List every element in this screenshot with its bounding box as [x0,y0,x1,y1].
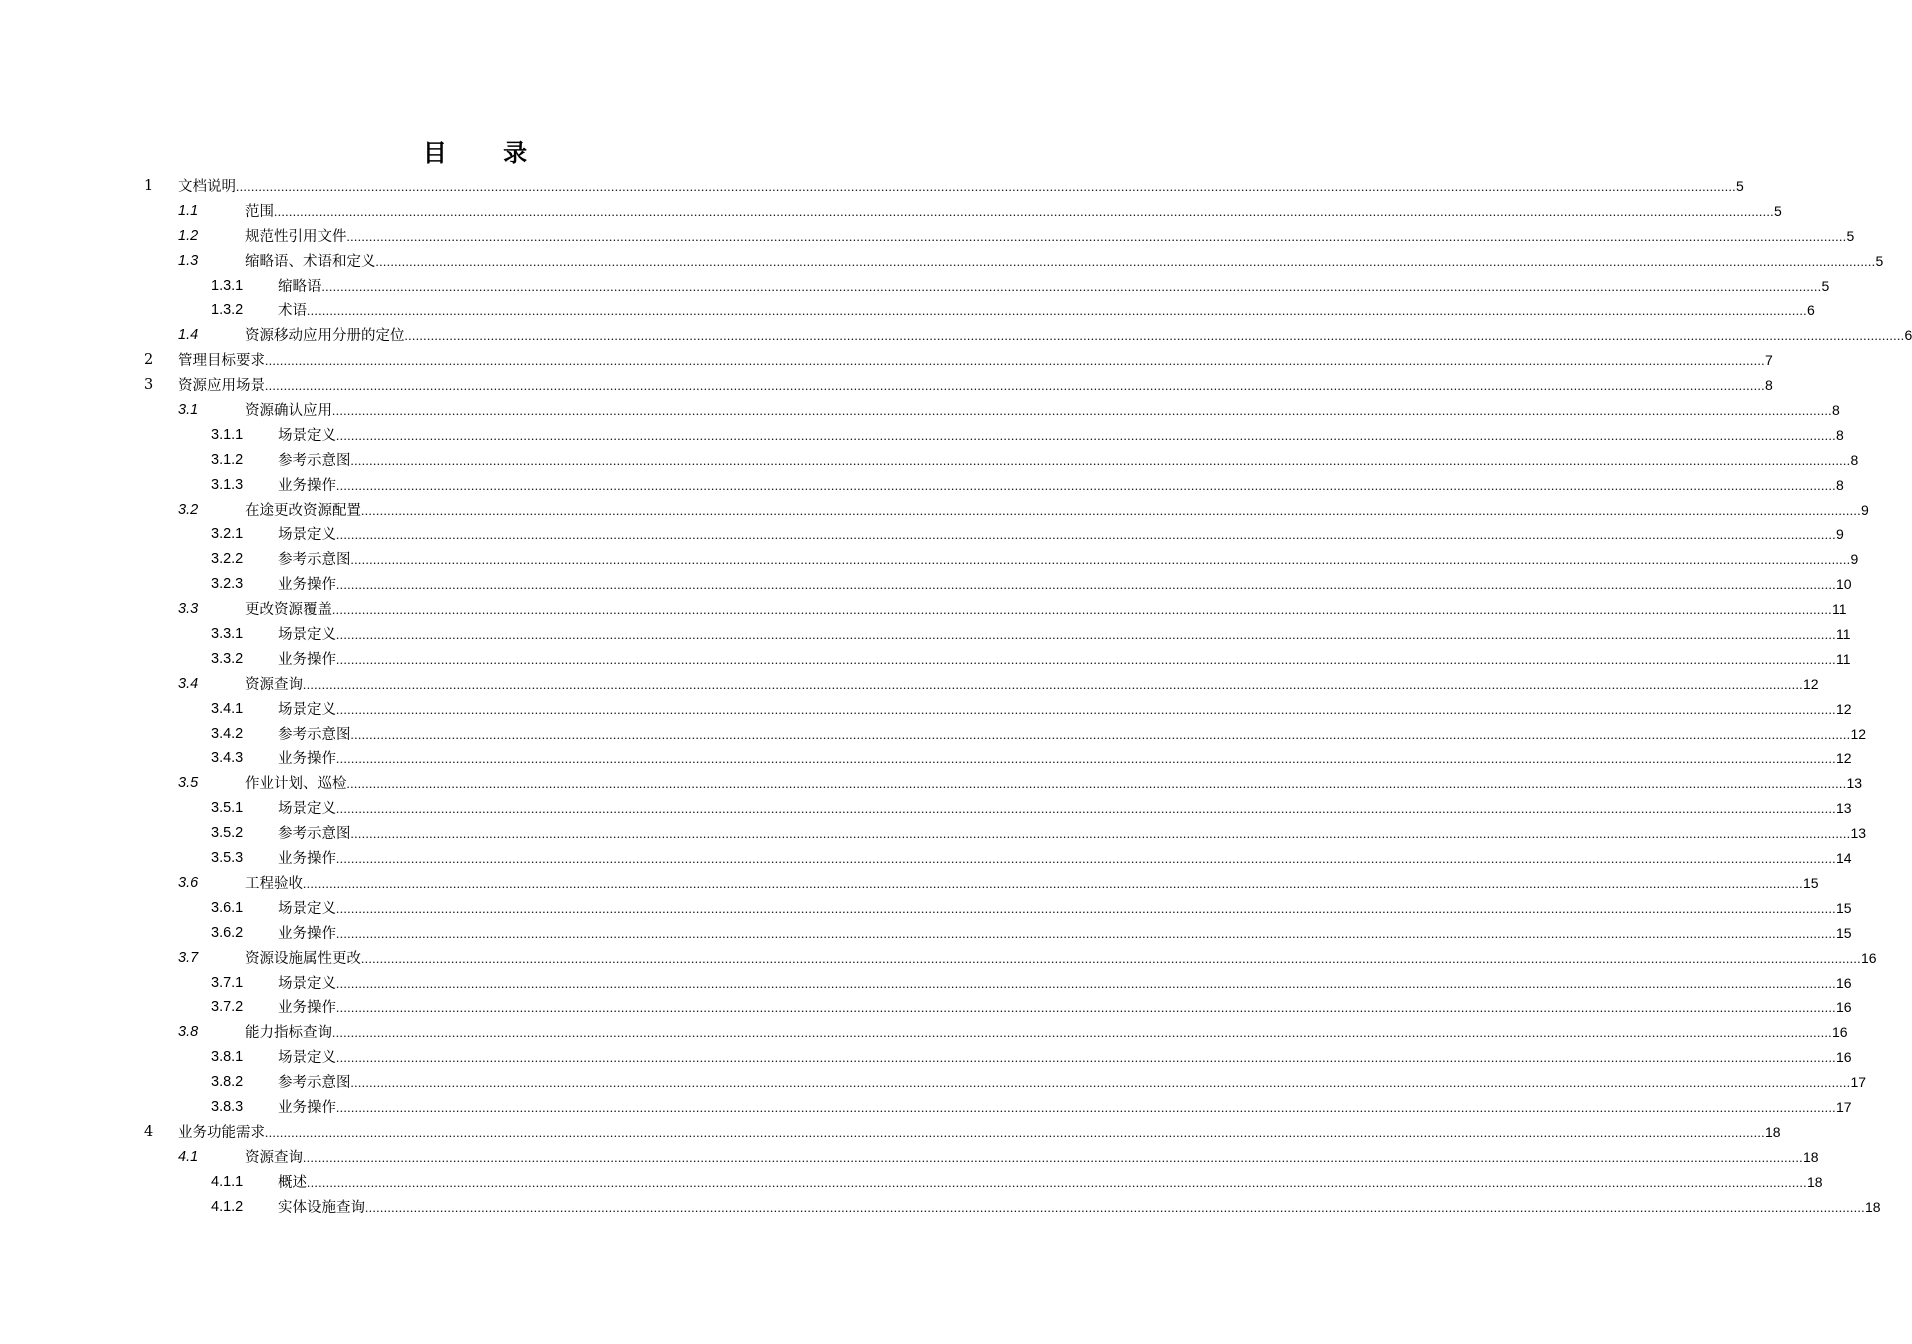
toc-page-number: 5 [1774,202,1782,219]
toc-dot-leader: ................................................................................................................................................................................................................................................................................................................................................................................................................ [303,676,1803,692]
toc-dot-leader: ................................................................................................................................................................................................................................................................................................................................................................................................................ [332,602,1832,618]
toc-entry-number: 3.8.3 [211,1098,244,1115]
toc-dot-leader: ................................................................................................................................................................................................................................................................................................................................................................................................................ [332,403,1832,419]
toc-page-number: 14 [1836,850,1852,867]
toc-entry-number: 3.4.3 [211,750,244,767]
toc-entry-link[interactable] [278,298,1815,324]
toc-entry-link[interactable] [278,697,1852,723]
toc-entry-number: 1 [144,178,154,194]
toc-page-number: 11 [1836,626,1851,643]
toc-entry-title: 能力指标查询 [245,1025,332,1042]
toc-dot-leader: ................................................................................................................................................................................................................................................................................................................................................................................................................ [336,701,1836,717]
toc-entry-3-4-1[interactable] [0,697,1852,722]
toc-entry-3-6[interactable] [0,871,1819,896]
toc-entry-number: 4 [144,1123,154,1140]
toc-entry-title: 参考示意图 [278,1075,351,1092]
toc-entry-number: 1.1 [178,202,199,219]
toc-entry-link[interactable] [245,672,1819,698]
toc-entry-number: 3.2.3 [211,576,244,593]
toc-dot-leader: ................................................................................................................................................................................................................................................................................................................................................................................................................ [336,851,1836,867]
toc-entry-link[interactable] [245,1020,1848,1046]
toc-entry-title: 业务操作 [278,751,336,768]
toc-entry-link[interactable] [178,373,1773,399]
toc-page-number: 16 [1832,1024,1848,1041]
toc-entry-title: 概述 [278,1174,307,1191]
toc-entry-3-6-1[interactable] [0,896,1852,921]
toc-entry-3-5-2[interactable] [0,821,1867,846]
toc-entry-title: 场景定义 [278,527,336,544]
toc-entry-3-2-3[interactable] [0,572,1852,597]
toc-page-number: 18 [1765,1123,1781,1140]
toc-entry-link[interactable] [278,274,1830,300]
toc-entry-2[interactable] [0,348,1773,373]
toc-entry-link[interactable] [278,1170,1823,1196]
toc-entry-number: 1.3.2 [211,302,244,319]
toc-entry-title: 场景定义 [278,427,336,444]
toc-entry-number: 3.6.1 [211,899,244,916]
toc-entry-title: 资源确认应用 [245,403,332,420]
toc-entry-link[interactable] [245,597,1847,623]
toc-entry-title: 作业计划、巡检 [245,776,347,793]
toc-entry-title: 缩略语 [278,278,322,295]
toc-entry-number: 4.1 [178,1148,199,1165]
toc-entry-number: 3.1.1 [211,426,244,443]
toc-entry-4-1-1[interactable] [0,1170,1823,1195]
toc-page-number: 6 [1904,327,1912,344]
toc-entry-link[interactable] [278,423,1844,449]
toc-entry-title: 场景定义 [278,701,336,718]
toc-entry-title: 管理目标要求 [178,353,265,370]
toc-entry-3-3[interactable] [0,597,1847,622]
toc-page-number: 18 [1807,1173,1823,1190]
toc-entry-title: 业务操作 [278,577,336,594]
toc-dot-leader: ................................................................................................................................................................................................................................................................................................................................................................................................................ [365,1199,1865,1215]
toc-title: 目 录 [422,138,552,167]
toc-entry-title: 场景定义 [278,900,336,917]
toc-dot-leader: ................................................................................................................................................................................................................................................................................................................................................................................................................ [361,950,1861,966]
toc-page-number: 11 [1836,650,1851,667]
toc-page-number: 12 [1850,725,1867,742]
toc-page-number: 13 [1850,825,1867,842]
toc-entry-1-4[interactable] [0,323,1912,348]
toc-entry-number: 4.1.2 [211,1198,244,1215]
toc-entry-3-5-1[interactable] [0,796,1852,821]
toc-entry-3-5[interactable] [0,771,1863,796]
toc-page-number: 5 [1821,277,1830,294]
toc-entry-title: 更改资源覆盖 [245,602,332,619]
toc-page-number: 9 [1861,501,1869,518]
toc-page-number: 17 [1836,1098,1852,1115]
toc-dot-leader: ................................................................................................................................................................................................................................................................................................................................................................................................................ [303,1149,1803,1165]
toc-page-number: 16 [1861,949,1877,966]
toc-entry-link[interactable] [245,771,1863,797]
toc-entry-number: 3.3 [178,601,199,618]
toc-dot-leader: ................................................................................................................................................................................................................................................................................................................................................................................................................ [336,975,1836,991]
toc-entry-4[interactable] [0,1120,1781,1145]
toc-dot-leader: ................................................................................................................................................................................................................................................................................................................................................................................................................ [265,353,1765,369]
toc-entry-title: 业务操作 [278,1099,336,1116]
toc-page-number: 15 [1803,874,1819,891]
toc-entry-number: 3.4.2 [211,725,244,742]
toc-entry-3-4[interactable] [0,672,1819,697]
toc-entry-link[interactable] [245,323,1912,349]
toc-entry-number: 3.8.2 [211,1074,244,1091]
toc-dot-leader: ................................................................................................................................................................................................................................................................................................................................................................................................................ [350,452,1851,468]
toc-entry-link[interactable] [278,622,1851,648]
toc-entry-3-1-3[interactable] [0,473,1844,498]
toc-entry-number: 3.2 [178,501,199,518]
toc-page-number: 5 [1846,227,1855,244]
toc-entry-link[interactable] [178,348,1773,374]
toc-page-number: 12 [1836,700,1852,717]
toc-entry-3[interactable] [0,373,1773,398]
toc-entry-title: 缩略语、术语和定义 [245,253,376,270]
toc-page-number: 18 [1803,1148,1819,1165]
toc-entry-number: 3.6 [178,874,199,891]
toc-entry-number: 3.3.2 [211,650,244,667]
toc-entry-number: 3.5.3 [211,850,244,867]
toc-entry-link[interactable] [278,522,1844,548]
toc-entry-number: 1.3.1 [211,277,244,294]
toc-entry-link[interactable] [278,995,1852,1021]
toc-entry-4-1[interactable] [0,1145,1819,1170]
toc-entry-3-5-3[interactable] [0,846,1852,871]
toc-entry-link[interactable] [278,722,1867,748]
toc-entry-title: 范围 [245,203,274,220]
toc-entry-link[interactable] [245,398,1840,424]
toc-entry-title: 资源应用场景 [178,378,265,395]
toc-dot-leader: ................................................................................................................................................................................................................................................................................................................................................................................................................ [307,303,1807,319]
toc-entry-title: 实体设施查询 [278,1199,365,1216]
toc-entry-title: 场景定义 [278,1050,336,1067]
toc-entry-3-2-2[interactable] [0,547,1859,572]
toc-page-number: 8 [1836,426,1844,443]
toc-entry-link[interactable] [278,971,1852,997]
toc-entry-number: 3 [144,377,154,394]
toc-entry-3-6-2[interactable] [0,921,1852,946]
toc-entry-title: 规范性引用文件 [245,228,347,245]
toc-dot-leader: ................................................................................................................................................................................................................................................................................................................................................................................................................ [321,278,1822,294]
toc-entry-title: 参考示意图 [278,826,351,843]
toc-entry-number: 3.2.1 [211,526,244,543]
toc-page-number: 8 [1832,402,1840,419]
toc-dot-leader: ................................................................................................................................................................................................................................................................................................................................................................................................................ [336,801,1836,817]
toc-page-number: 12 [1836,750,1852,767]
toc-entry-3-7-2[interactable] [0,995,1852,1020]
toc-dot-leader: ................................................................................................................................................................................................................................................................................................................................................................................................................ [265,378,1765,394]
toc-entry-title: 参考示意图 [278,452,351,469]
toc-dot-leader: ................................................................................................................................................................................................................................................................................................................................................................................................................ [336,427,1836,443]
toc-entry-link[interactable] [278,846,1852,872]
toc-page-number: 7 [1765,352,1773,369]
toc-page-number: 5 [1875,252,1884,269]
toc-page-number: 18 [1865,1198,1881,1215]
toc-entry-link[interactable] [278,1095,1852,1121]
toc-entry-number: 1.2 [178,227,199,244]
toc-entry-number: 4.1.1 [211,1173,244,1190]
toc-entry-title: 资源设施属性更改 [245,950,361,967]
toc-entry-title: 资源查询 [245,1149,303,1166]
toc-entry-number: 2 [144,352,154,369]
toc-dot-leader: ................................................................................................................................................................................................................................................................................................................................................................................................................ [336,627,1836,643]
toc-entry-3-8-3[interactable] [0,1095,1852,1120]
toc-entry-1-3-2[interactable] [0,298,1815,323]
toc-entry-title: 资源移动应用分册的定位 [245,328,405,345]
toc-entry-3-2-1[interactable] [0,522,1844,547]
toc-entry-4-1-2[interactable] [0,1195,1881,1220]
toc-entry-title: 参考示意图 [278,552,351,569]
toc-entry-1-3[interactable] [0,249,1884,274]
toc-entry-link[interactable] [278,796,1852,822]
toc-entry-3-8-1[interactable] [0,1045,1852,1070]
toc-page-number: 11 [1832,601,1847,618]
toc-entry-number: 3.5.2 [211,825,244,842]
toc-entry-1-1[interactable] [0,199,1782,224]
toc-entry-3-2[interactable] [0,498,1869,523]
toc-entry-link[interactable] [278,821,1867,847]
toc-entry-title: 业务操作 [278,851,336,868]
toc-entry-link[interactable] [278,448,1859,474]
toc-entry-number: 3.1.2 [211,451,244,468]
toc-entry-title: 业务功能需求 [178,1124,265,1141]
toc-entry-number: 3.8 [178,1024,199,1041]
toc-entry-1-2[interactable] [0,224,1855,249]
toc-entry-link[interactable] [278,547,1859,573]
toc-entry-title: 工程验收 [245,875,303,892]
toc-entry-3-7-1[interactable] [0,971,1852,996]
toc-page-number: 17 [1850,1074,1867,1091]
toc-entry-link[interactable] [278,1195,1881,1221]
toc-entry-3-4-3[interactable] [0,746,1852,771]
toc-entry-3-1-2[interactable] [0,448,1859,473]
toc-page-number: 13 [1846,775,1863,792]
toc-entry-number: 1.4 [178,327,199,344]
toc-dot-leader: ................................................................................................................................................................................................................................................................................................................................................................................................................ [336,577,1836,593]
toc-dot-leader: ................................................................................................................................................................................................................................................................................................................................................................................................................ [346,228,1847,244]
toc-page-number: 9 [1850,551,1859,568]
toc-entry-3-4-2[interactable] [0,722,1867,747]
toc-dot-leader: ................................................................................................................................................................................................................................................................................................................................................................................................................ [332,1025,1832,1041]
toc-page-number: 16 [1836,1049,1852,1066]
toc-page-number: 13 [1836,800,1852,817]
toc-dot-leader: ................................................................................................................................................................................................................................................................................................................................................................................................................ [350,552,1851,568]
toc-entry-number: 3.8.1 [211,1049,244,1066]
toc-page-number: 8 [1765,377,1773,394]
toc-page-number: 8 [1850,451,1859,468]
toc-entry-link[interactable] [278,1045,1852,1071]
toc-entry-number: 3.4.1 [211,700,244,717]
toc-entry-link[interactable] [245,946,1877,972]
toc-entry-link[interactable] [178,1120,1781,1146]
toc-entry-number: 3.2.2 [211,551,244,568]
toc-entry-title: 在途更改资源配置 [245,502,361,519]
toc-entry-title: 场景定义 [278,801,336,818]
toc-entry-title: 业务操作 [278,925,336,942]
toc-page-number: 8 [1836,476,1844,493]
toc-dot-leader: ................................................................................................................................................................................................................................................................................................................................................................................................................ [361,502,1861,518]
toc-entry-3-7[interactable] [0,946,1877,971]
toc-entry-number: 3.1.3 [211,476,244,493]
toc-entry-link[interactable] [278,921,1852,947]
toc-page-number: 6 [1807,302,1815,319]
toc-entry-title: 文档说明 [178,179,236,195]
toc-entry-link[interactable] [278,572,1852,598]
toc-entry-link[interactable] [245,249,1884,275]
toc-dot-leader: ................................................................................................................................................................................................................................................................................................................................................................................................................ [336,1000,1836,1016]
toc-dot-leader: ................................................................................................................................................................................................................................................................................................................................................................................................................ [336,651,1836,667]
toc-entry-title: 术语 [278,303,307,320]
toc-dot-leader: ................................................................................................................................................................................................................................................................................................................................................................................................................ [336,527,1836,543]
toc-dot-leader: ................................................................................................................................................................................................................................................................................................................................................................................................................ [336,1099,1836,1115]
toc-entry-title: 资源查询 [245,676,303,693]
toc-page-number: 15 [1836,924,1852,941]
toc-entry-number: 3.7 [178,949,199,966]
toc-page-number: 5 [1736,178,1744,194]
toc-entry-number: 3.1 [178,402,199,419]
toc-dot-leader: ................................................................................................................................................................................................................................................................................................................................................................................................................ [336,751,1836,767]
toc-entry-3-8[interactable] [0,1020,1848,1045]
toc-entry-link[interactable] [245,871,1819,897]
toc-page-number: 9 [1836,526,1844,543]
table-of-contents [0,174,1912,1219]
toc-dot-leader: ................................................................................................................................................................................................................................................................................................................................................................................................................ [303,875,1803,891]
toc-dot-leader: ................................................................................................................................................................................................................................................................................................................................................................................................................ [346,776,1847,792]
toc-entry-link[interactable] [245,498,1869,524]
toc-entry-3-3-1[interactable] [0,622,1851,647]
toc-entry-3-8-2[interactable] [0,1070,1867,1095]
toc-entry-number: 3.5 [178,775,199,792]
toc-entry-title: 场景定义 [278,627,336,644]
toc-dot-leader: ................................................................................................................................................................................................................................................................................................................................................................................................................ [307,1174,1807,1190]
toc-entry-title: 业务操作 [278,651,336,668]
toc-entry-number: 3.7.2 [211,999,244,1016]
toc-page-number: 16 [1836,974,1852,991]
toc-page-number: 12 [1803,675,1819,692]
toc-dot-leader: ................................................................................................................................................................................................................................................................................................................................................................................................................ [336,477,1836,493]
toc-entry-title: 业务操作 [278,1000,336,1017]
toc-page-number: 10 [1836,576,1852,593]
toc-entry-link[interactable] [278,1070,1867,1096]
toc-entry-1-3-1[interactable] [0,274,1830,299]
toc-entry-link[interactable] [278,896,1852,922]
toc-dot-leader: ................................................................................................................................................................................................................................................................................................................................................................................................................ [350,726,1851,742]
toc-dot-leader: ................................................................................................................................................................................................................................................................................................................................................................................................................ [265,1124,1765,1140]
toc-entry-3-1-1[interactable] [0,423,1844,448]
toc-entry-1[interactable] [0,174,1744,199]
toc-dot-leader: ................................................................................................................................................................................................................................................................................................................................................................................................................ [350,826,1851,842]
toc-entry-title: 参考示意图 [278,726,351,743]
toc-entry-number: 3.3.1 [211,626,244,643]
toc-entry-link[interactable] [278,473,1844,499]
toc-dot-leader: ................................................................................................................................................................................................................................................................................................................................................................................................................ [375,253,1876,269]
toc-entry-link[interactable] [245,199,1782,225]
toc-dot-leader: ................................................................................................................................................................................................................................................................................................................................................................................................................ [336,900,1836,916]
toc-entry-link[interactable] [245,1145,1819,1171]
toc-entry-number: 3.4 [178,675,199,692]
toc-entry-number: 3.5.1 [211,800,244,817]
toc-entry-link[interactable] [178,174,1744,200]
toc-entry-title: 业务操作 [278,477,336,494]
toc-entry-link[interactable] [278,647,1851,673]
toc-entry-3-3-2[interactable] [0,647,1851,672]
toc-entry-link[interactable] [245,224,1855,250]
toc-dot-leader: ................................................................................................................................................................................................................................................................................................................................................................................................................ [350,1075,1851,1091]
toc-entry-number: 1.3 [178,252,199,269]
toc-dot-leader: ................................................................................................................................................................................................................................................................................................................................................................................................................ [274,203,1774,219]
toc-entry-link[interactable] [278,746,1852,772]
toc-entry-number: 3.6.2 [211,924,244,941]
toc-dot-leader: ................................................................................................................................................................................................................................................................................................................................................................................................................ [336,925,1836,941]
toc-dot-leader: ................................................................................................................................................................................................................................................................................................................................................................................................................ [236,179,1736,194]
toc-page-number: 15 [1836,899,1852,916]
toc-dot-leader: ................................................................................................................................................................................................................................................................................................................................................................................................................ [336,1050,1836,1066]
toc-dot-leader: ................................................................................................................................................................................................................................................................................................................................................................................................................ [404,328,1905,344]
toc-page-number: 16 [1836,999,1852,1016]
toc-entry-3-1[interactable] [0,398,1840,423]
toc-entry-number: 3.7.1 [211,974,244,991]
toc-entry-title: 场景定义 [278,975,336,992]
